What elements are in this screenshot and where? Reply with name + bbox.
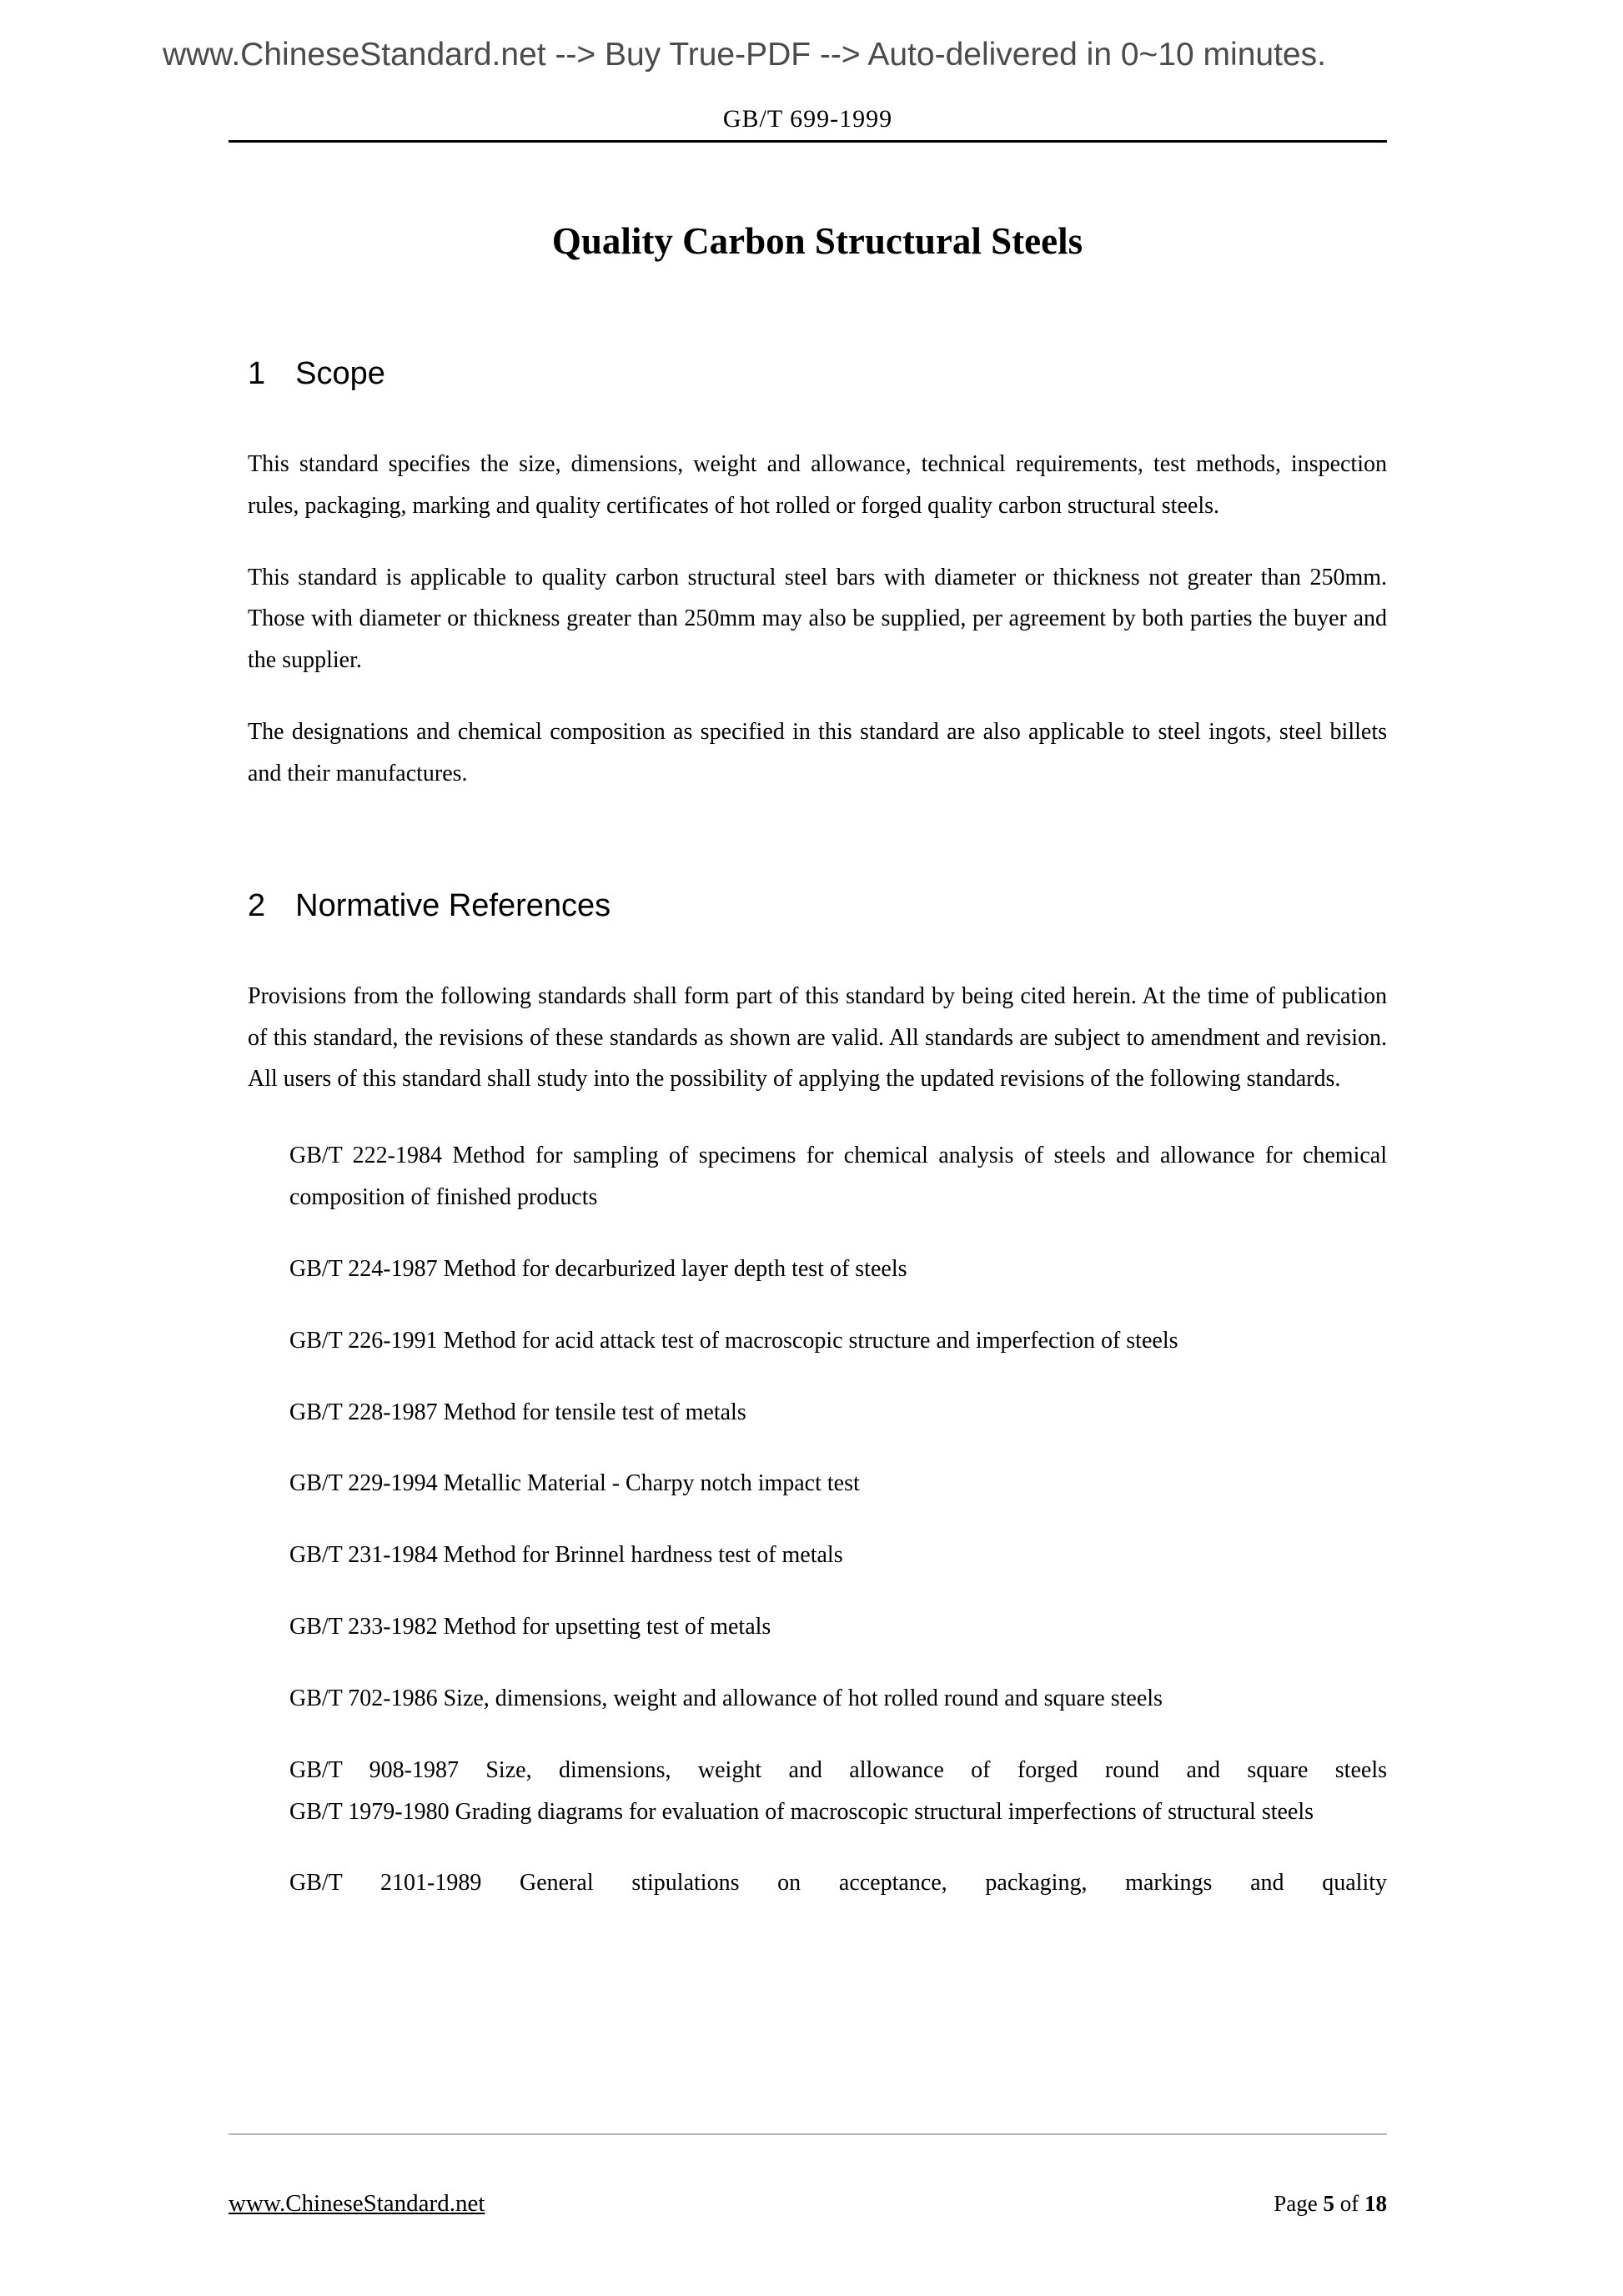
section-1-heading [248,356,1387,392]
reference-item: GB/T 226-1991 Method for acid attack test of macroscopic structure and imperfection of steels [289,1327,1178,1354]
paragraph: The designations and chemical composition as specified in this standard are also applicable to steel ingots, steel billets and their manufactures. [248,719,1387,786]
reference-item: GB/T 224-1987 Method for decarburized layer depth test of steels [289,1255,907,1282]
reference-item: GB/T 222-1984 Method for sampling of specimens for chemical analysis of steels and allowance for chemical composition of finished products [289,1143,1387,1211]
paragraph: This standard specifies the size, dimensions, weight and allowance, technical requirements, test methods, inspection rules, packaging, marking and quality certificates of hot rolled or forged quality carbon structural steels. [248,451,1387,519]
section-1-label: Scope [295,356,385,391]
reference-item: GB/T 228-1987 Method for tensile test of metals [289,1399,746,1425]
reference-list [248,1135,1387,1904]
footer-site-link[interactable]: www.ChineseStandard.net [229,2190,485,2217]
page-title: Quality Carbon Structural Steels [551,220,1083,262]
page-number: 5 [1323,2191,1334,2216]
section-normative-references [248,888,1387,1904]
paragraph: This standard is applicable to quality carbon structural steel bars with diameter or thickness not greater than 250mm. Those with diameter or thickness greater than 250mm may also be supplied, per agreement by both parties the buyer and the supplier. [248,564,1387,674]
promo-banner: www.ChineseStandard.net --> Buy True-PDF --> Auto-delivered in 0~10 minutes. [163,37,1326,73]
reference-item: GB/T 2101-1989 General stipulations on acceptance, packaging, markings and quality [289,1870,1387,1897]
reference-item: GB/T 231-1984 Method for Brinnel hardness test of metals [289,1542,843,1569]
reference-item: GB/T 908-1987 Size, dimensions, weight and allowance of forged round and square steels [289,1756,1387,1783]
section-1-number: 1 [248,356,266,391]
page-word: Page [1274,2191,1318,2216]
paragraph: Provisions from the following standards shall form part of this standard by being cited herein. At the time of publication of this standard, the revisions of these standards as shown are valid. All standards are subject to amendment and revision. All users of this standard shall study into the possibility of applying the updated revisions of the following standards. [248,982,1387,1093]
section-2-number: 2 [248,887,266,923]
footer-row [229,2135,1387,2218]
reference-item: GB/T 229-1994 Metallic Material - Charpy notch impact test [289,1470,860,1497]
standard-code: GB/T 699-1999 [722,105,893,133]
page-footer [229,2133,1387,2218]
reference-item: GB/T 702-1986 Size, dimensions, weight and allowance of hot rolled round and square steels [289,1685,1163,1711]
document-body [248,219,1387,1904]
page-total: 18 [1364,2191,1387,2216]
page-indicator [1274,2191,1387,2217]
reference-item: GB/T 1979-1980 Grading diagrams for evaluation of macroscopic structural imperfections of structural steels [289,1798,1314,1825]
document-header [229,105,1387,143]
section-2-heading [248,888,1387,924]
section-2-label: Normative References [295,887,611,923]
section-scope [248,356,1387,795]
reference-item: GB/T 233-1982 Method for upsetting test of metals [289,1614,771,1640]
page-of-word: of [1339,2191,1359,2216]
